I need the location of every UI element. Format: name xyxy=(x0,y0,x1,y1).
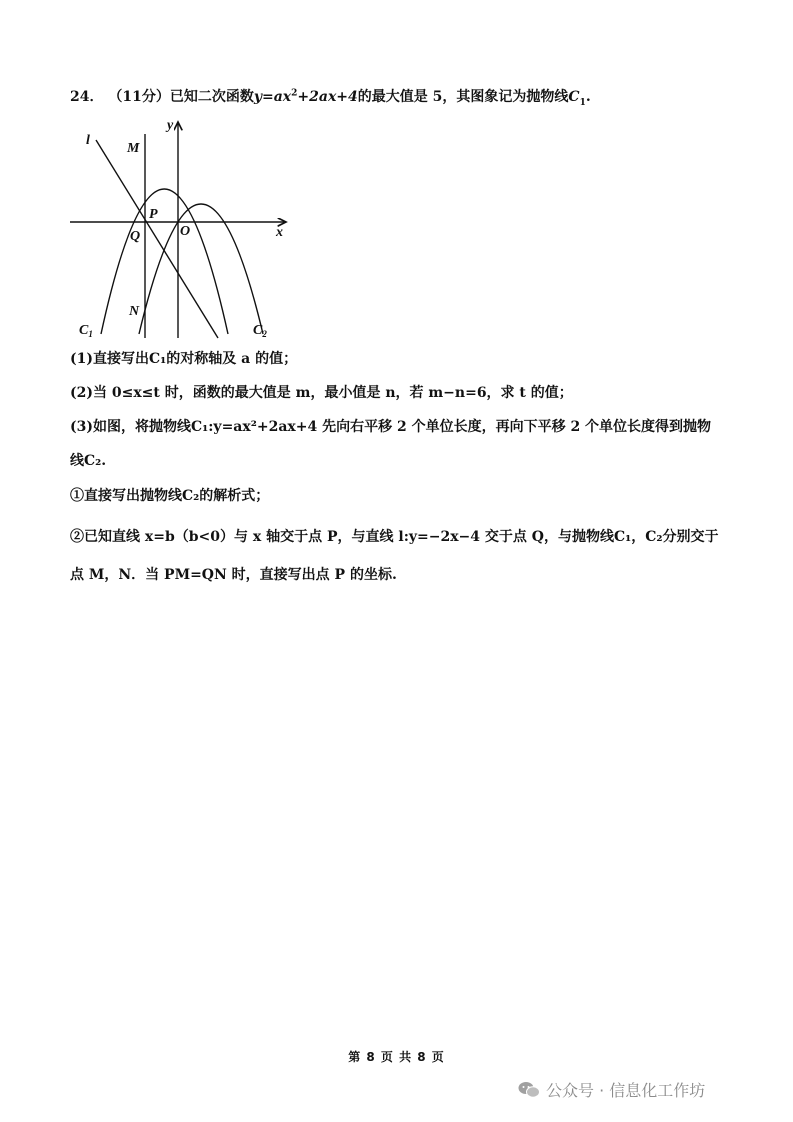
parabola-figure xyxy=(66,112,296,347)
part-3-sub-2-line-2: 点 M，N．当 PM=QN 时，直接写出点 P 的坐标. xyxy=(70,567,397,583)
watermark-text: 公众号 · 信息化工作坊 xyxy=(546,1081,706,1100)
parabola-c2 xyxy=(139,204,263,334)
c1-subscript: 1 xyxy=(579,97,586,108)
part-2: (2)当 0≤x≤t 时，函数的最大值是 m，最小值是 n，若 m−n=6，求 t 的值； xyxy=(70,385,573,401)
question-title xyxy=(70,88,591,106)
c1-label: C xyxy=(568,89,580,105)
part-3-line-2: 线C₂. xyxy=(70,453,107,469)
func-eq: =ax xyxy=(261,89,292,105)
wechat-icon xyxy=(518,1081,540,1099)
part-3-line-1: (3)如图，将抛物线C₁:y=ax²+2ax+4 先向右平移 2 个单位长度，再向下平移 2 个单位长度得到抛物 xyxy=(70,419,712,435)
label-q: Q xyxy=(130,229,141,244)
parabola-c1 xyxy=(101,189,228,334)
question-score: （11分） xyxy=(108,89,170,105)
func-y: y xyxy=(253,89,262,105)
part-3-sub-2-line-1: ②已知直线 x=b（b<0）与 x 轴交于点 P，与直线 l:y=−2x−4 交于点 Q，与抛物线C₁，C₂分别交于 xyxy=(70,529,719,545)
label-n: N xyxy=(129,304,140,319)
title-period: . xyxy=(585,89,591,105)
label-l: l xyxy=(86,133,90,148)
label-o: O xyxy=(180,224,191,239)
label-m: M xyxy=(127,141,140,156)
page-footer: 第 8 页 共 8 页 xyxy=(348,1050,445,1064)
label-p: P xyxy=(149,207,158,222)
question-number: 24． xyxy=(70,89,104,105)
func-rest: +2ax+4 xyxy=(297,89,358,105)
label-c1: $C_1$ xyxy=(79,323,93,339)
label-y: y xyxy=(167,118,174,133)
part-1: (1)直接写出C₁的对称轴及 a 的值； xyxy=(70,351,298,367)
figure-svg xyxy=(66,112,296,347)
line-l xyxy=(96,140,218,338)
label-c2: $C_2$ xyxy=(253,323,267,339)
watermark xyxy=(518,1078,705,1101)
label-x: x xyxy=(276,225,283,240)
question-stem-b: 的最大值是 5，其图象记为抛物线 xyxy=(357,89,569,105)
part-3-sub-1: ①直接写出抛物线C₂的解析式； xyxy=(70,488,270,504)
question-stem-a: 已知二次函数 xyxy=(169,89,254,105)
func-exp: 2 xyxy=(291,88,298,99)
